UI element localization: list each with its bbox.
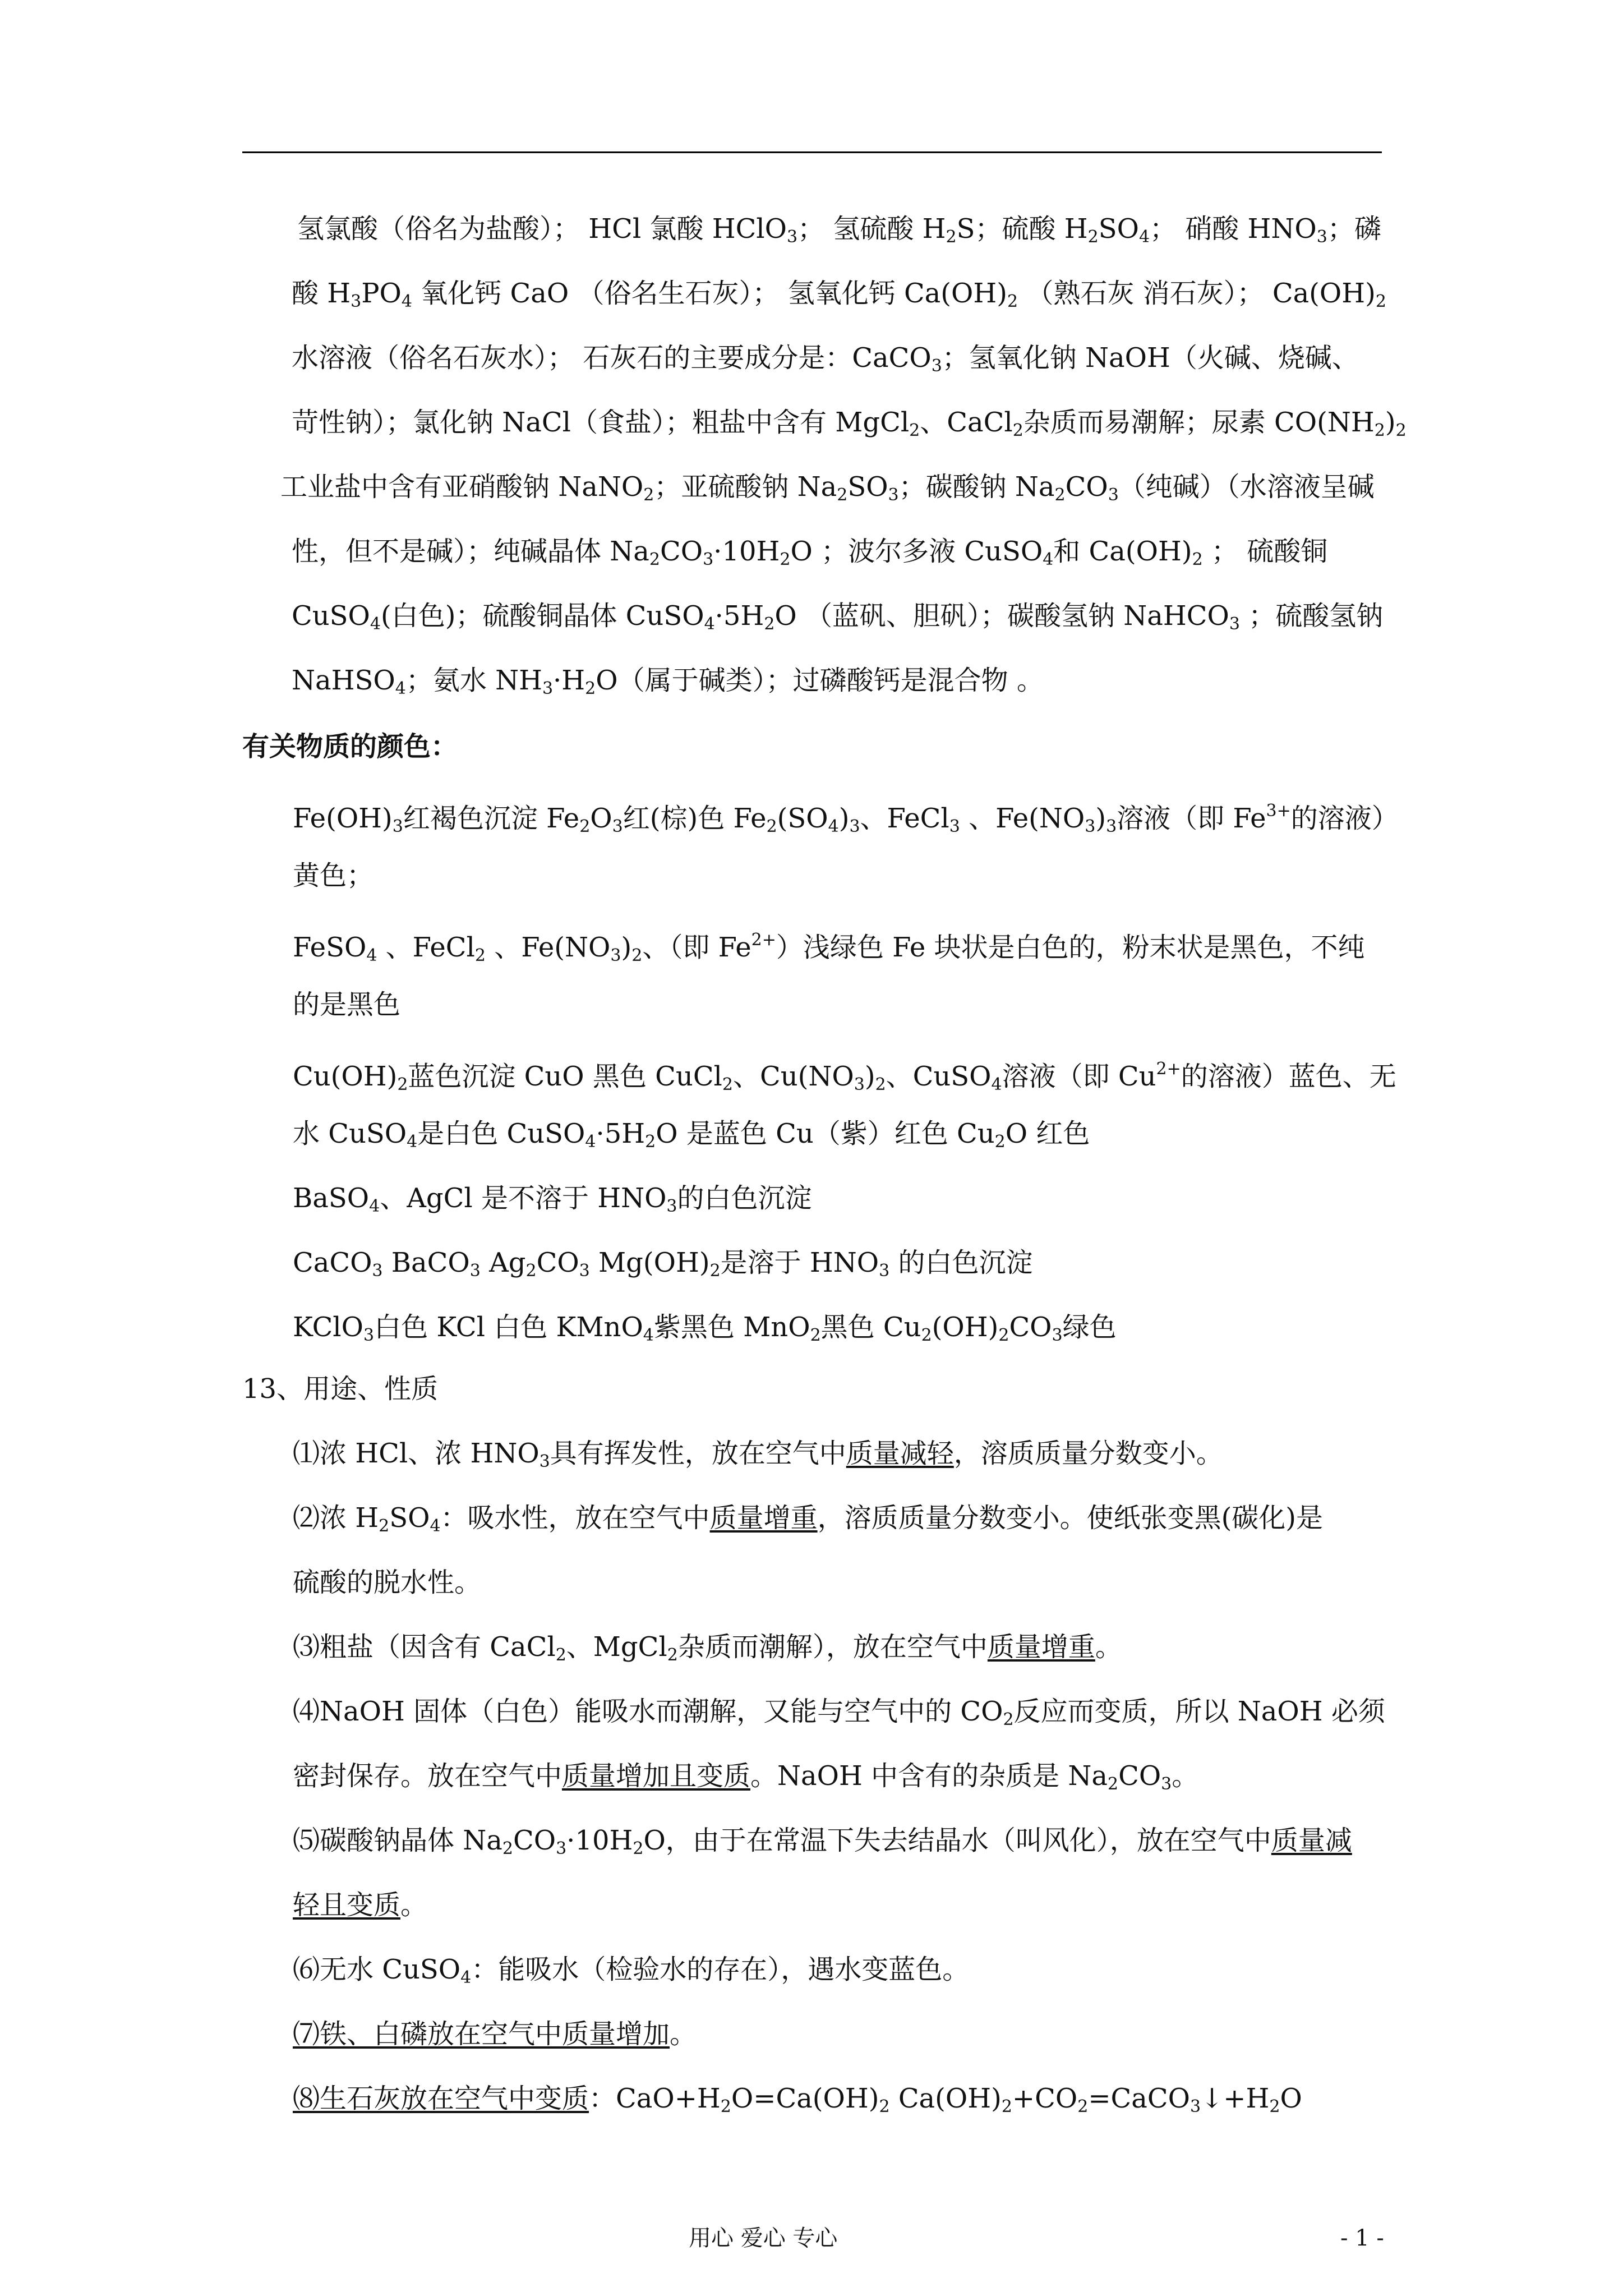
text-run: CO xyxy=(1009,1312,1052,1343)
text-line xyxy=(293,1243,1033,1283)
text-run: 的是黑色 xyxy=(293,989,401,1020)
text-run: O xyxy=(1280,2083,1302,2114)
text-line xyxy=(292,338,1359,378)
text-run: 、Fe(NO xyxy=(960,803,1085,834)
subscript: 3 xyxy=(556,1839,567,1858)
uses-heading: 13、用途、性质 xyxy=(242,1373,439,1405)
underlined-text: 质量减轻 xyxy=(846,1438,954,1469)
text-line xyxy=(293,1114,1090,1154)
text-run: 红褐色沉淀 Fe xyxy=(403,803,580,834)
subscript: 2 xyxy=(879,2097,890,2116)
text-run: （熟石灰 消石灰）； Ca(OH) xyxy=(1018,278,1376,309)
text-run: 的白色沉淀 xyxy=(677,1182,812,1214)
subscript: 2 xyxy=(1192,550,1203,569)
text-run: SO xyxy=(389,1502,430,1534)
text-run: +CO xyxy=(1012,2083,1078,2114)
subscript: 3 xyxy=(1108,485,1119,505)
subscript: 2 xyxy=(1269,2097,1280,2116)
text-run: ；磷 xyxy=(1327,213,1381,245)
text-line xyxy=(292,596,1383,636)
text-run: ↓+H xyxy=(1201,2083,1270,2114)
subscript: 2 xyxy=(1003,1710,1014,1729)
text-run: ) xyxy=(838,803,850,834)
text-line xyxy=(293,1049,1396,1094)
text-run: ；硫酸氢钠 xyxy=(1239,600,1384,632)
text-run: （纯碱）（水溶液呈碱 xyxy=(1118,471,1375,503)
text-run: CaCO xyxy=(293,1247,372,1278)
text-run: 的溶液）蓝色、无 xyxy=(1181,1061,1396,1092)
text-run: 工业盐中含有亚硝酸钠 NaNO xyxy=(280,471,644,503)
text-run: CO xyxy=(1065,471,1108,503)
text-run: (SO xyxy=(777,803,828,834)
subscript: 2 xyxy=(474,946,486,965)
text-run: FeSO xyxy=(293,932,367,963)
subscript: 4 xyxy=(395,679,406,698)
text-run: ⑴浓 HCl、浓 HNO xyxy=(293,1438,540,1469)
text-run: ； 氢硫酸 H xyxy=(797,213,946,245)
subscript: 4 xyxy=(643,1326,654,1345)
text-run: O （蓝矾、胆矾）；碳酸氢钠 NaHCO xyxy=(774,600,1229,632)
text-line xyxy=(293,1756,1198,1796)
subscript: 3 xyxy=(879,1261,890,1281)
subscript: 3 xyxy=(469,1261,481,1281)
subscript: 4 xyxy=(369,1197,380,1216)
subscript: 3 xyxy=(372,1261,383,1281)
subscript: 2 xyxy=(502,1839,513,1858)
subscript: 2 xyxy=(379,1516,390,1536)
text-run: 。 xyxy=(400,1889,428,1921)
subscript: 2 xyxy=(1374,421,1385,440)
subscript: 4 xyxy=(1138,227,1150,247)
text-run: 密封保存。放在空气中 xyxy=(293,1760,562,1792)
subscript: 2 xyxy=(1012,421,1023,440)
text-line xyxy=(293,984,400,1025)
text-run: 绿色 xyxy=(1062,1312,1117,1343)
text-line xyxy=(293,791,1399,836)
text-run: 具有挥发性，放在空气中 xyxy=(550,1438,846,1469)
subscript: 4 xyxy=(704,614,715,634)
text-run: 的白色沉淀 xyxy=(889,1247,1033,1278)
subscript: 2 xyxy=(1007,292,1018,311)
text-run: 。 xyxy=(1172,1760,1199,1792)
underlined-text: 质量增重 xyxy=(709,1502,818,1534)
text-run: Fe(OH) xyxy=(293,803,393,834)
subscript: 3 xyxy=(1189,2097,1201,2116)
subscript: 4 xyxy=(407,1132,418,1152)
subscript: 3 xyxy=(1106,817,1117,836)
text-line xyxy=(280,467,1375,507)
subscript: 2 xyxy=(397,1075,408,1094)
text-run: O ；波尔多液 CuSO xyxy=(790,536,1043,567)
subscript: 4 xyxy=(828,817,839,836)
text-run: 杂质而潮解），放在空气中 xyxy=(677,1631,988,1663)
text-run: 溶液（即 Fe xyxy=(1117,803,1266,834)
text-run: 性，但不是碱）；纯碱晶体 Na xyxy=(292,536,649,567)
text-run: ；亚硫酸钠 Na xyxy=(654,471,837,503)
text-run: 反应而变质，所以 NaOH 必须 xyxy=(1013,1696,1385,1727)
subscript: 2 xyxy=(643,485,654,505)
text-run: 水溶液（俗名石灰水）； 石灰石的主要成分是：CaCO xyxy=(292,342,932,374)
text-run: 蓝色沉淀 CuO 黑色 CuCl xyxy=(408,1061,722,1092)
text-line xyxy=(292,273,1386,314)
text-run: 氢氯酸（俗名为盐酸）； HCl 氯酸 HClO xyxy=(297,213,787,245)
text-line xyxy=(292,660,1044,701)
text-run: 、AgCl 是不溶于 HNO xyxy=(380,1182,667,1214)
text-run: 、CuSO xyxy=(886,1061,992,1092)
text-run: ⑹无水 CuSO xyxy=(293,1954,461,1985)
text-run: ) xyxy=(864,1061,875,1092)
subscript: 3 xyxy=(363,1326,375,1345)
text-run: 是溶于 HNO xyxy=(720,1247,879,1278)
underlined-text: ⑺铁、白磷放在空气中质量增加 xyxy=(293,2018,670,2050)
text-run: ；氨水 NH xyxy=(405,665,542,696)
subscript: 2 xyxy=(555,1645,566,1665)
underlined-text: 轻且变质 xyxy=(293,1889,401,1921)
text-run: 氧化钙 CaO （俗名生石灰）； 氢氧化钙 Ca(OH) xyxy=(412,278,1007,309)
subscript: 3 xyxy=(392,817,403,836)
underlined-text: 质量减 xyxy=(1271,1825,1352,1856)
text-run: ； 硫酸铜 xyxy=(1202,536,1328,567)
text-run: ⑶粗盐（因含有 CaCl xyxy=(293,1631,556,1663)
text-run: ：CaO+H xyxy=(589,2083,721,2114)
text-run: ) xyxy=(621,932,632,963)
superscript: 2+ xyxy=(751,930,776,950)
subscript: 2 xyxy=(1108,1774,1119,1794)
subscript: 2 xyxy=(810,1326,821,1345)
subscript: 4 xyxy=(430,1516,441,1536)
text-run: ，溶质质量分数变小。使纸张变黑(碳化)是 xyxy=(817,1502,1324,1534)
text-run: 是白色 CuSO xyxy=(417,1118,585,1149)
subscript: 2 xyxy=(1054,485,1066,505)
text-run: 、Cu(NO xyxy=(733,1061,854,1092)
subscript: 2 xyxy=(1395,421,1407,440)
text-line xyxy=(293,1949,969,1990)
subscript: 3 xyxy=(854,1075,865,1094)
text-run: 、Fe(NO xyxy=(485,932,611,963)
underlined-text: ⑻生石灰放在空气中变质 xyxy=(293,2083,589,2114)
text-run: 和 Ca(OH) xyxy=(1053,536,1192,567)
text-run: Ca(OH) xyxy=(889,2083,1002,2114)
subscript: 4 xyxy=(366,946,377,965)
subscript: 2 xyxy=(579,817,591,836)
text-run: O 红色 xyxy=(1005,1118,1090,1149)
subscript: 2 xyxy=(1001,2097,1012,2116)
text-run: ) xyxy=(1385,407,1396,438)
subscript: 2 xyxy=(766,817,777,836)
subscript: 3 xyxy=(931,356,942,376)
text-run: 溶液（即 Cu xyxy=(1002,1061,1156,1092)
text-run: ：能吸水（检验水的存在），遇水变蓝色。 xyxy=(471,1954,970,1985)
subscript: 2 xyxy=(1087,227,1099,247)
text-run: ，溶质质量分数变小。 xyxy=(953,1438,1223,1469)
subscript: 2 xyxy=(837,485,848,505)
subscript: 3 xyxy=(949,817,960,836)
text-run: S；硫酸 H xyxy=(956,213,1088,245)
text-line xyxy=(293,1885,427,1925)
text-run: SO xyxy=(1098,213,1139,245)
text-run: CO xyxy=(513,1825,556,1856)
text-run: Ag xyxy=(480,1247,526,1278)
page-number: - 1 - xyxy=(1340,2225,1384,2251)
subscript: 2 xyxy=(645,1132,656,1152)
colors-heading: 有关物质的颜色： xyxy=(242,731,458,762)
subscript: 3 xyxy=(539,1452,550,1471)
subscript: 2 xyxy=(709,1261,721,1281)
text-run: Cu(OH) xyxy=(293,1061,398,1092)
subscript: 2 xyxy=(909,421,920,440)
text-run: O xyxy=(590,803,612,834)
text-run: BaSO xyxy=(293,1182,370,1214)
subscript: 3 xyxy=(703,550,714,569)
underlined-text: 质量增加且变质 xyxy=(562,1760,751,1792)
text-run: CO xyxy=(1118,1760,1161,1792)
text-run: 、FeCl xyxy=(377,932,475,963)
subscript: 2 xyxy=(631,946,643,965)
subscript: 3 xyxy=(1229,614,1240,634)
text-run: 、CaCl xyxy=(920,407,1013,438)
text-run: CO xyxy=(660,536,703,567)
text-line xyxy=(292,402,1407,443)
text-run: BaCO xyxy=(382,1247,470,1278)
text-run: 。 xyxy=(670,2018,697,2050)
text-run: ·10H xyxy=(566,1825,633,1856)
text-run: SO xyxy=(847,471,888,503)
text-run: ；氢氧化钠 NaOH（火碱、烧碱、 xyxy=(942,342,1359,374)
subscript: 3 xyxy=(612,817,623,836)
text-run: 、FeCl xyxy=(860,803,949,834)
subscript: 2 xyxy=(722,1075,733,1094)
text-run: ⑵浓 H xyxy=(293,1502,379,1534)
footer-motto: 用心 爱心 专心 xyxy=(689,2225,838,2251)
text-run: ·H xyxy=(553,665,585,696)
superscript: 2+ xyxy=(1156,1059,1181,1079)
subscript: 2 xyxy=(875,1075,886,1094)
text-line xyxy=(293,1178,812,1218)
subscript: 3 xyxy=(1085,817,1096,836)
underlined-text: 质量增重 xyxy=(987,1631,1095,1663)
text-line xyxy=(293,1627,1122,1667)
text-run: ：吸水性，放在空气中 xyxy=(440,1502,710,1534)
subscript: 2 xyxy=(1077,2097,1089,2116)
subscript: 2 xyxy=(667,1645,678,1665)
superscript: 3+ xyxy=(1266,801,1291,821)
subscript: 3 xyxy=(787,227,798,247)
subscript: 2 xyxy=(720,2097,731,2116)
text-run: 硫酸的脱水性。 xyxy=(293,1567,482,1598)
text-run: ； 硝酸 HNO xyxy=(1150,213,1317,245)
subscript: 3 xyxy=(1052,1326,1063,1345)
text-line xyxy=(297,209,1381,249)
subscript: 4 xyxy=(460,1968,472,1987)
text-run: 白色 KCl 白色 KMnO xyxy=(374,1312,643,1343)
text-run: ⑷NaOH 固体（白色）能吸水而潮解，又能与空气中的 CO xyxy=(293,1696,1003,1727)
subscript: 2 xyxy=(998,1326,1009,1345)
text-run: O（属于碱类）；过磷酸钙是混合物 。 xyxy=(596,665,1044,696)
text-line xyxy=(293,1820,1352,1861)
text-run: ·5H xyxy=(596,1118,645,1149)
text-run: ·5H xyxy=(714,600,764,632)
text-line xyxy=(293,920,1365,965)
text-run: O=Ca(OH) xyxy=(731,2083,879,2114)
subscript: 4 xyxy=(370,614,381,634)
text-line xyxy=(293,1562,481,1603)
text-run: 紫黑色 MnO xyxy=(653,1312,810,1343)
subscript: 2 xyxy=(633,1839,644,1858)
text-run: O 是蓝色 Cu（紫）红色 Cu xyxy=(656,1118,995,1149)
subscript: 2 xyxy=(585,679,596,698)
subscript: 4 xyxy=(991,1075,1002,1094)
subscript: 3 xyxy=(888,485,899,505)
text-run: 黄色； xyxy=(293,860,374,891)
text-line xyxy=(293,1691,1385,1732)
header-rule xyxy=(242,151,1382,153)
text-run: PO xyxy=(361,278,402,309)
text-line xyxy=(292,531,1327,572)
text-run: 、（即 Fe xyxy=(642,932,751,963)
subscript: 2 xyxy=(1375,292,1386,311)
text-line xyxy=(293,2078,1302,2119)
text-run: CO xyxy=(536,1247,579,1278)
subscript: 2 xyxy=(780,550,791,569)
text-run: 苛性钠）；氯化钠 NaCl（食盐）；粗盐中含有 MgCl xyxy=(292,407,910,438)
subscript: 2 xyxy=(649,550,660,569)
text-run: Mg(OH) xyxy=(589,1247,710,1278)
text-line xyxy=(293,2014,697,2054)
text-run: ；碳酸钠 Na xyxy=(898,471,1055,503)
subscript: 3 xyxy=(1161,1774,1172,1794)
subscript: 3 xyxy=(849,817,860,836)
subscript: 2 xyxy=(525,1261,537,1281)
text-run: 杂质而易潮解；尿素 CO(NH xyxy=(1023,407,1375,438)
subscript: 3 xyxy=(351,292,362,311)
text-line xyxy=(293,1307,1117,1347)
text-run: ⑸碳酸钠晶体 Na xyxy=(293,1825,502,1856)
text-run: ）浅绿色 Fe 块状是白色的，粉末状是黑色，不纯 xyxy=(776,932,1365,963)
subscript: 3 xyxy=(666,1197,677,1216)
text-run: ) xyxy=(1095,803,1106,834)
subscript: 4 xyxy=(1043,550,1054,569)
subscript: 3 xyxy=(542,679,554,698)
text-line xyxy=(293,1498,1323,1538)
subscript: 2 xyxy=(946,227,957,247)
text-run: ·10H xyxy=(713,536,780,567)
text-run: (OH) xyxy=(932,1312,999,1343)
text-run: 。NaOH 中含有的杂质是 Na xyxy=(750,1760,1108,1792)
text-run: 黑色 Cu xyxy=(820,1312,921,1343)
subscript: 4 xyxy=(585,1132,596,1152)
text-run: 酸 H xyxy=(292,278,351,309)
subscript: 3 xyxy=(610,946,621,965)
subscript: 4 xyxy=(401,292,412,311)
subscript: 3 xyxy=(1316,227,1327,247)
subscript: 2 xyxy=(764,614,775,634)
text-line xyxy=(293,1433,1223,1474)
text-run: 的溶液） xyxy=(1290,803,1399,834)
text-run: 水 CuSO xyxy=(293,1118,407,1149)
text-run: NaHSO xyxy=(292,665,395,696)
text-run: O，由于在常温下失去结晶水（叫风化），放在空气中 xyxy=(643,1825,1271,1856)
text-run: =CaCO xyxy=(1088,2083,1190,2114)
text-line xyxy=(293,855,374,896)
text-run: 红(棕)色 Fe xyxy=(623,803,767,834)
text-run: KClO xyxy=(293,1312,363,1343)
text-run: 。 xyxy=(1095,1631,1122,1663)
subscript: 2 xyxy=(921,1326,932,1345)
text-run: (白色)；硫酸铜晶体 CuSO xyxy=(380,600,704,632)
subscript: 3 xyxy=(579,1261,590,1281)
text-run: 、MgCl xyxy=(566,1631,667,1663)
subscript: 2 xyxy=(994,1132,1006,1152)
text-run: CuSO xyxy=(292,600,370,632)
